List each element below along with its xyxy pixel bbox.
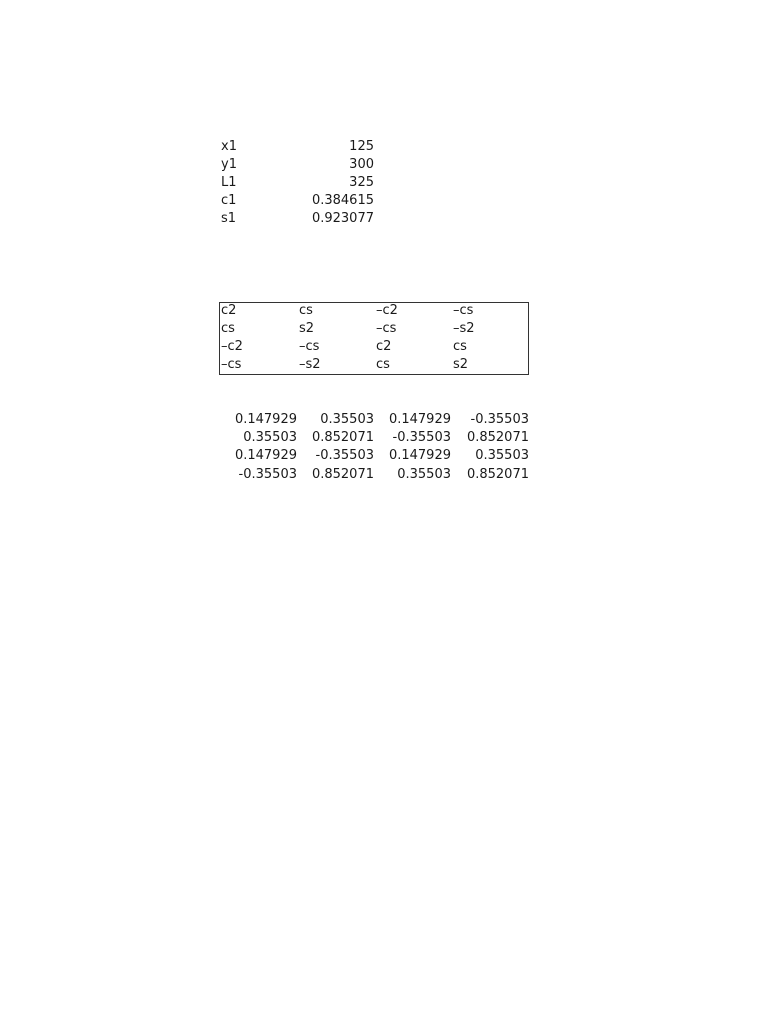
numeric-cell: 0.35503 [475, 448, 529, 463]
symbolic-cell: cs [221, 321, 235, 336]
param-label-y1: y1 [221, 157, 237, 172]
symbolic-cell: –s2 [299, 357, 321, 372]
numeric-cell: 0.35503 [243, 430, 297, 445]
symbolic-cell: –c2 [221, 339, 243, 354]
numeric-cell: 0.147929 [234, 412, 297, 427]
numeric-cell: 0.35503 [320, 412, 374, 427]
numeric-cell: 0.147929 [388, 448, 451, 463]
numeric-cell: -0.35503 [238, 467, 297, 482]
param-value-s1: 0.923077 [311, 211, 374, 226]
symbolic-cell: c2 [221, 303, 237, 318]
param-label-c1: c1 [221, 193, 237, 208]
symbolic-cell: cs [299, 303, 313, 318]
numeric-cell: -0.35503 [470, 412, 529, 427]
symbolic-cell: –cs [299, 339, 320, 354]
param-label-x1: x1 [221, 139, 237, 154]
numeric-cell: -0.35503 [315, 448, 374, 463]
numeric-cell: -0.35503 [392, 430, 451, 445]
symbolic-cell: –s2 [453, 321, 475, 336]
param-label-s1: s1 [221, 211, 237, 226]
symbolic-cell: –cs [453, 303, 474, 318]
param-value-y1: 300 [349, 157, 374, 172]
symbolic-cell: –cs [376, 321, 397, 336]
param-value-l1: 325 [349, 175, 374, 190]
symbolic-cell: cs [453, 339, 467, 354]
numeric-cell: 0.852071 [466, 467, 529, 482]
numeric-cell: 0.852071 [466, 430, 529, 445]
symbolic-cell: cs [376, 357, 390, 372]
param-label-l1: L1 [221, 175, 237, 190]
numeric-cell: 0.147929 [234, 448, 297, 463]
numeric-cell: 0.852071 [311, 430, 374, 445]
symbolic-cell: –cs [221, 357, 242, 372]
param-value-x1: 125 [349, 139, 374, 154]
numeric-cell: 0.147929 [388, 412, 451, 427]
symbolic-cell: s2 [453, 357, 469, 372]
numeric-cell: 0.852071 [311, 467, 374, 482]
symbolic-cell: –c2 [376, 303, 398, 318]
symbolic-cell: c2 [376, 339, 392, 354]
numeric-cell: 0.35503 [397, 467, 451, 482]
symbolic-cell: s2 [299, 321, 315, 336]
param-value-c1: 0.384615 [311, 193, 374, 208]
